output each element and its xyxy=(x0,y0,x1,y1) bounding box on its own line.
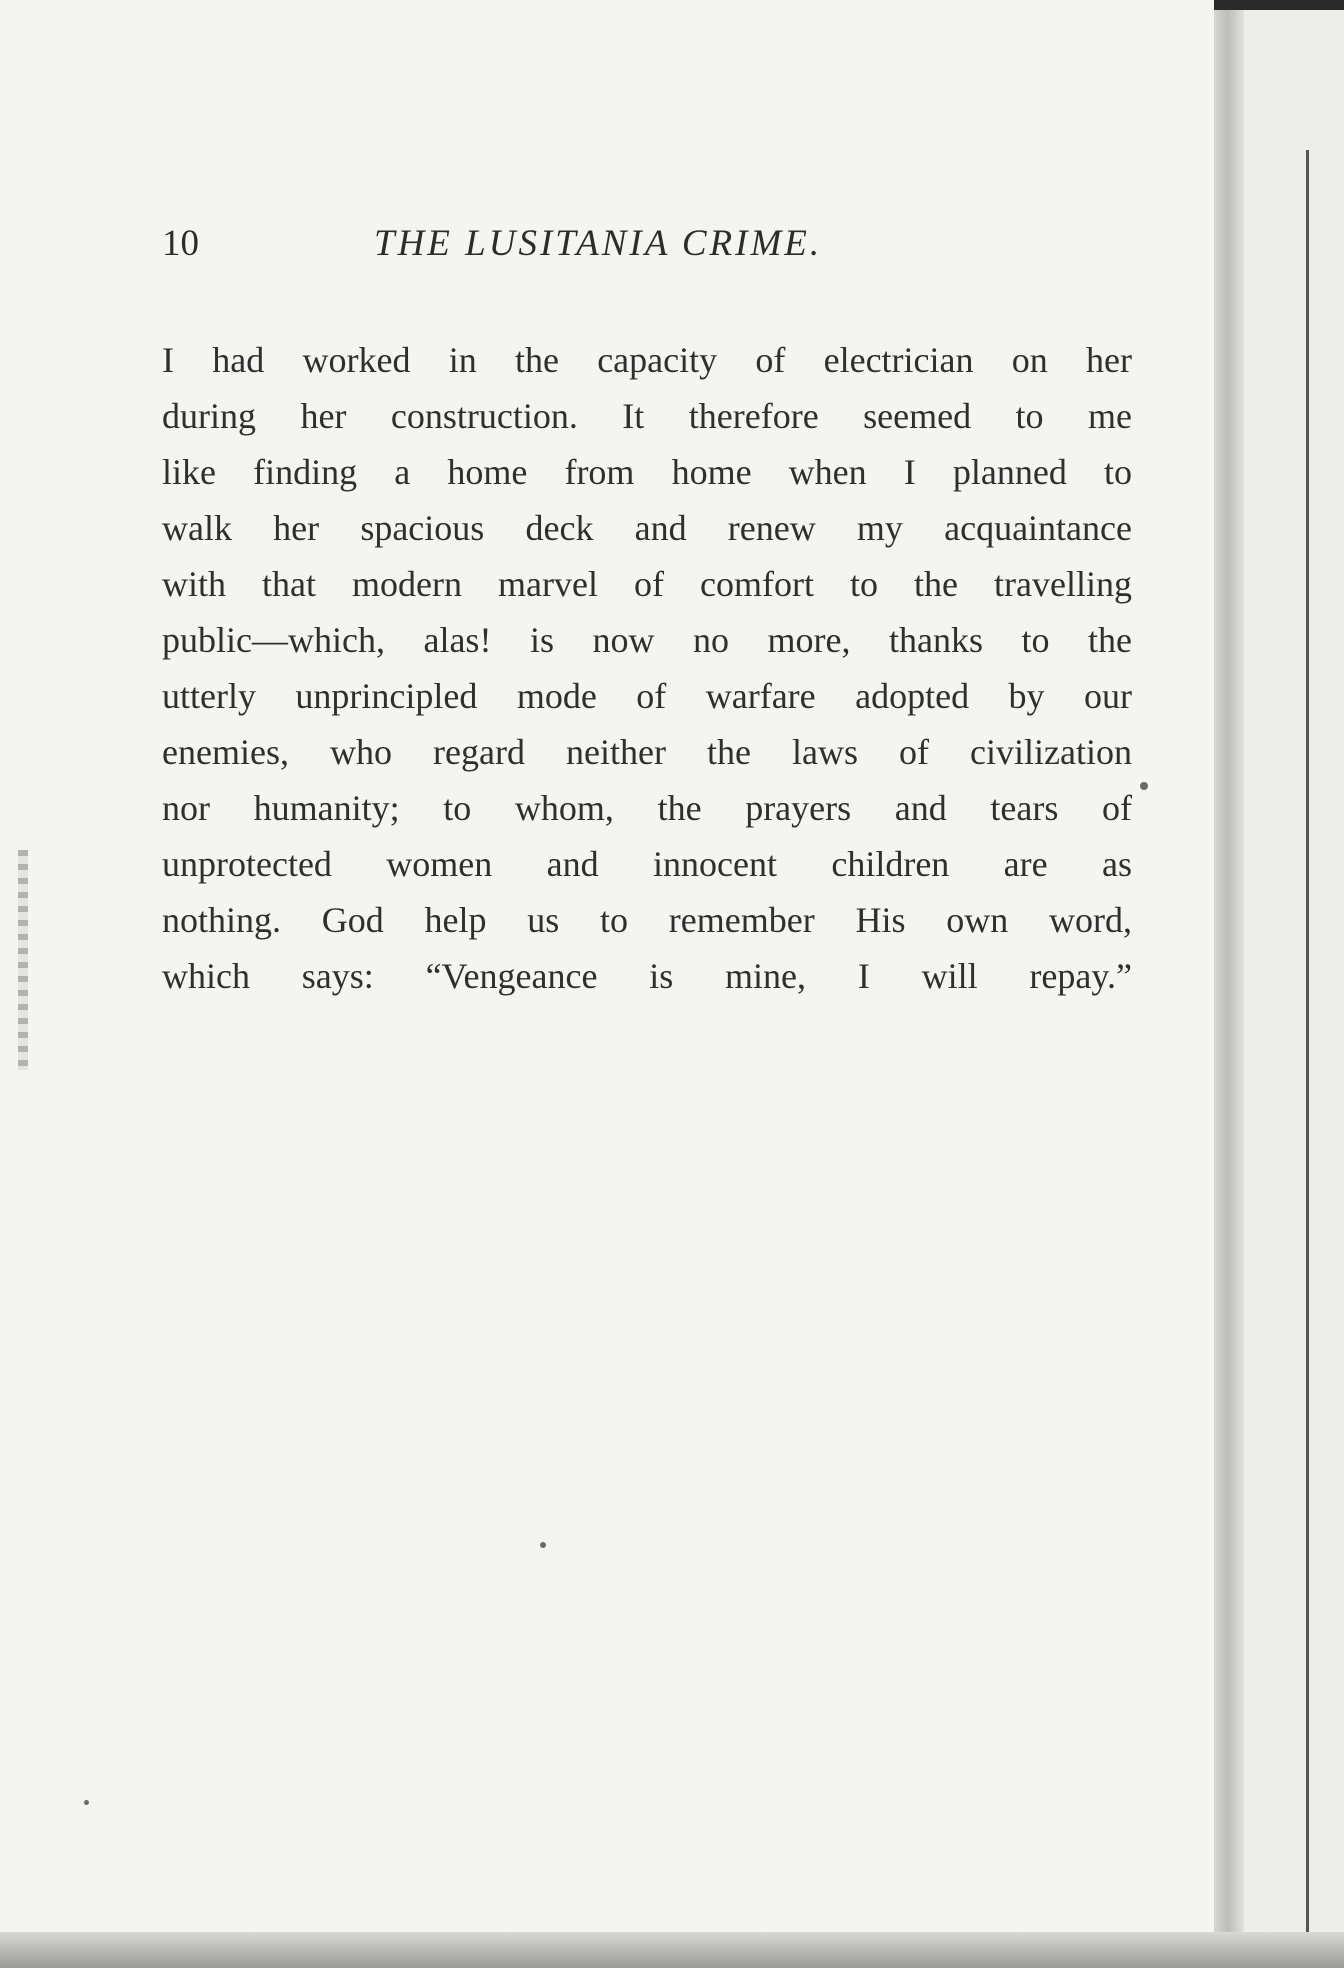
scan-edge-top xyxy=(1214,0,1344,10)
text-line: nor humanity; to whom, the prayers and tears of xyxy=(162,788,1132,828)
text-line: enemies, who regard neither the laws of civilization xyxy=(162,732,1132,772)
text-line: public—which, alas! is now no more, thanks to the xyxy=(162,620,1132,660)
scan-edge-bottom xyxy=(0,1932,1344,1968)
facing-page-edge xyxy=(1244,0,1344,1968)
text-line: like finding a home from home when I planned to xyxy=(162,452,1132,492)
body-text xyxy=(162,332,1132,1004)
text-line: nothing. God help us to remember His own word, xyxy=(162,900,1132,940)
paper-speck xyxy=(540,1542,546,1548)
text-line: walk her spacious deck and renew my acquaintance xyxy=(162,508,1132,548)
page-gutter-shadow xyxy=(1214,0,1244,1968)
text-line: utterly unprincipled mode of warfare adopted by our xyxy=(162,676,1132,716)
facing-page-border xyxy=(1306,150,1309,1968)
text-line: during her construction. It therefore seemed to me xyxy=(162,396,1132,436)
text-line: with that modern marvel of comfort to the travelling xyxy=(162,564,1132,604)
running-head: THE LUSITANIA CRIME. xyxy=(374,223,823,264)
text-line: unprotected women and innocent children are as xyxy=(162,844,1132,884)
paper-speck xyxy=(1140,782,1148,790)
binding-edge xyxy=(18,850,28,1070)
paper-speck xyxy=(84,1800,89,1805)
page-header xyxy=(162,222,922,272)
text-line: I had worked in the capacity of electrician on her xyxy=(162,340,1132,380)
page-number: 10 xyxy=(162,223,199,264)
text-line: which says: “Vengeance is mine, I will repay.” xyxy=(162,956,1132,996)
